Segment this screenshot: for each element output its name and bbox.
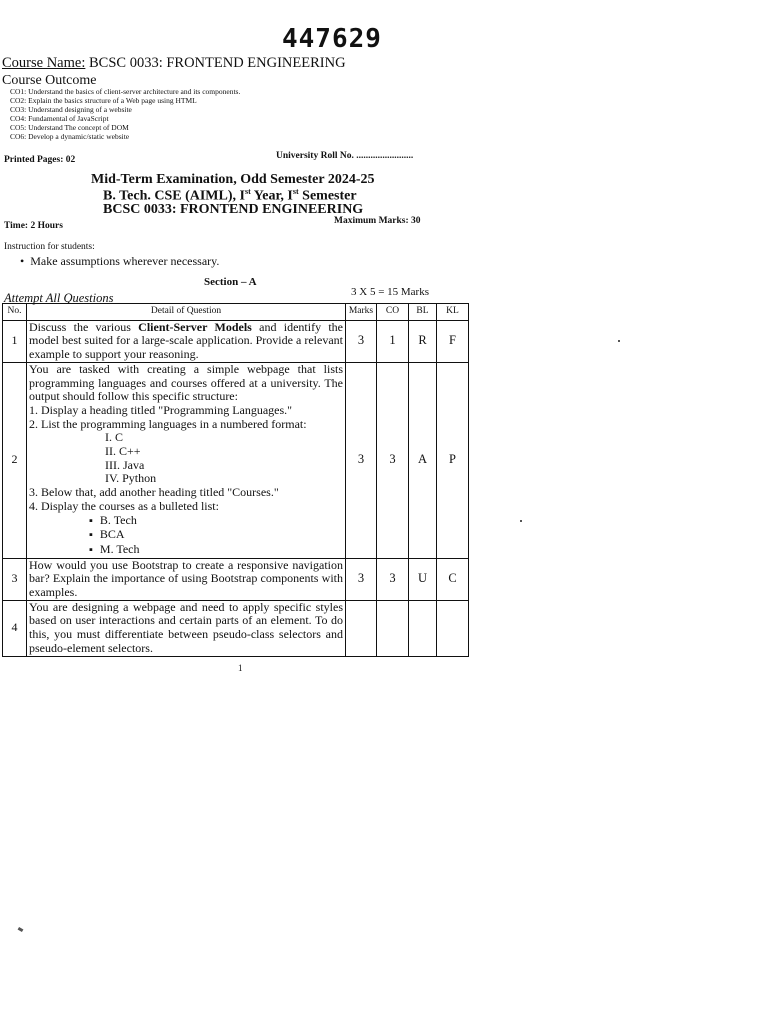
course-outcome-item: CO2: Explain the basics structure of a Web page using HTML [10,96,197,106]
question-co: 3 [377,362,409,558]
question-text: You are designing a webpage and need to apply specific styles based on user interactions and certain parts of an element. To do this, you must differentiate between pseudo-class selectors and pseudo-element selectors. [27,600,346,656]
course-name-value: BCSC 0033: FRONTEND ENGINEERING [85,55,346,71]
exam-title: Mid-Term Examination, Odd Semester 2024-25 [91,172,375,187]
question-co: 3 [377,558,409,600]
header-co: CO [377,304,409,321]
question-co: 1 [377,320,409,362]
table-header-row [3,304,469,321]
question-text [27,320,346,362]
header-bl: BL [409,304,437,321]
instruction-text: Make assumptions wherever necessary. [30,254,220,268]
ordinal-suffix: st [244,187,251,196]
table-row [3,558,469,600]
paper-serial-number: 447629 [282,24,382,54]
course-outcome-item: CO6: Develop a dynamic/static website [10,132,130,142]
question-text: How would you use Bootstrap to create a responsive navigation bar? Explain the importance of using Bootstrap components with examples. [27,558,346,600]
table-row [3,600,469,656]
scan-speck [618,340,620,342]
section-title: Section – A [204,276,257,288]
bullet-icon: • [20,254,31,268]
instructions-heading: Instruction for students: [4,242,95,252]
question-marks: 3 [346,362,377,558]
question-bl: R [409,320,437,362]
attempt-instruction: Attempt All Questions [4,291,114,305]
page-number: 1 [238,663,243,673]
question-intro: You are tasked with creating a simple webpage that lists programming languages and courses offered at a university. The output should follow this specific structure: [29,361,343,404]
question-bl: U [409,558,437,600]
question-number: 2 [3,362,27,558]
course-outcome-list [10,87,240,142]
question-step: 4. Display the courses as a bulleted list: [29,498,219,513]
exam-time: Time: 2 Hours [4,221,63,231]
maximum-marks: Maximum Marks: 30 [334,216,421,226]
question-step: 2. List the programming languages in a numbered format: [29,416,307,431]
question-co [377,600,409,656]
program-text: Semester [298,188,357,204]
table-row [3,362,469,558]
language-item: IV. Python [105,471,157,486]
course-outcome-item: CO4: Fundamental of JavaScript [10,114,109,124]
course-name-label: Course Name: [2,55,86,71]
question-step: 3. Below that, add another heading titled "Courses." [29,485,279,500]
header-kl: KL [437,304,469,321]
question-number: 1 [3,320,27,362]
question-marks: 3 [346,558,377,600]
question-bl: A [409,362,437,558]
question-text [27,362,346,558]
question-kl [437,600,469,656]
question-text-part: and identify the model best suited for a large-scale application. Provide a relevant example to support your reasoning. [29,319,344,362]
question-text-emphasis: Client-Server Models [138,319,252,334]
printed-pages: Printed Pages: 02 [4,155,76,165]
question-number: 4 [3,600,27,656]
course-outcome-item: CO1: Understand the basics of client-server architecture and its components. [10,87,241,96]
course-name-line [2,55,346,72]
course-code: BCSC 0033: FRONTEND ENGINEERING [103,202,364,217]
language-item: I. C [105,430,123,445]
course-outcome-item: CO3: Understand designing of a website [10,105,132,115]
course-item: ▪ M. Tech [29,543,343,558]
scan-speck [18,927,24,932]
program-text: B. Tech. CSE (AIML), I [103,188,245,204]
header-no: No. [3,304,27,321]
ordinal-suffix: st [292,187,299,196]
university-roll-no: University Roll No. ........................ [276,151,414,161]
question-table [2,303,469,657]
language-item: III. Java [105,457,145,472]
question-kl: P [437,362,469,558]
question-number: 3 [3,558,27,600]
program-text: Year, I [250,188,293,204]
question-marks [346,600,377,656]
header-marks: Marks [346,304,377,321]
question-kl: F [437,320,469,362]
language-item: II. C++ [105,444,141,459]
question-marks: 3 [346,320,377,362]
course-item: ▪ BCA [29,528,343,543]
scan-speck [520,520,522,522]
question-kl: C [437,558,469,600]
course-outcome-title: Course Outcome [2,73,97,88]
table-row [3,320,469,362]
question-bl [409,600,437,656]
question-step: 1. Display a heading titled "Programming Languages." [29,402,293,417]
question-text-part: Discuss the various [29,319,139,334]
section-marks: 3 X 5 = 15 Marks [351,286,430,298]
course-item: ▪ B. Tech [29,514,343,529]
instruction-item [20,254,219,269]
course-outcome-item: CO5: Understand The concept of DOM [10,123,129,133]
header-detail: Detail of Question [27,304,346,321]
